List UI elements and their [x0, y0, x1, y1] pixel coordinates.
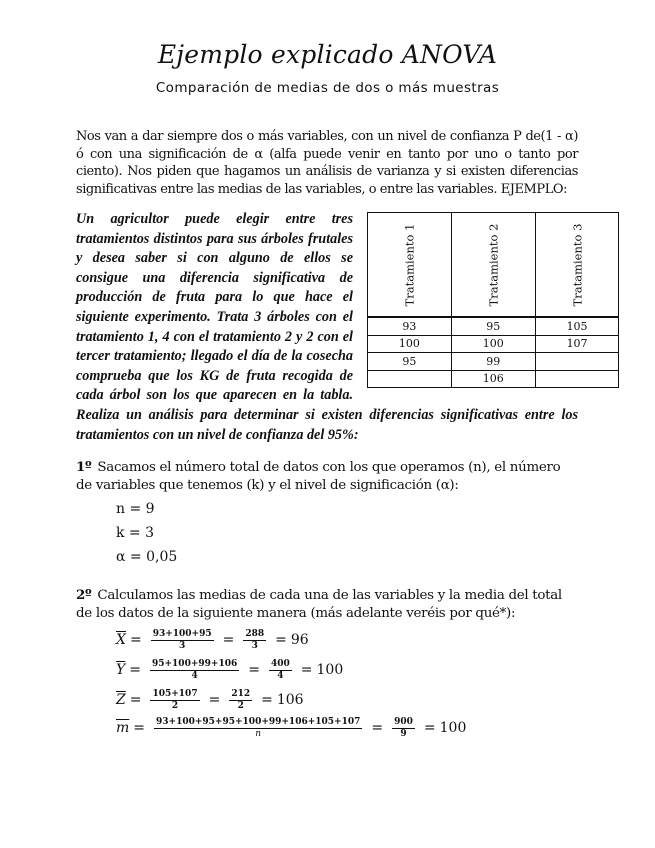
table-cell	[535, 353, 619, 371]
fraction-denominator: 4	[277, 670, 284, 681]
table-cell: 95	[451, 317, 535, 335]
fraction-numerator: 93+100+95+95+100+99+106+105+107	[156, 716, 361, 727]
table-header-cell: Tratamiento 3	[535, 213, 619, 318]
table-cell	[535, 370, 619, 388]
mean-x-symbol: $\overline{X}$	[116, 632, 126, 648]
fraction-numerator: 288	[245, 628, 265, 639]
table-cell: 107	[535, 335, 619, 353]
step-1-number: 1º	[76, 459, 92, 475]
fraction-denominator: 4	[191, 670, 198, 681]
fraction-numerator: 93+100+95	[152, 628, 212, 639]
table-row	[368, 335, 619, 353]
fraction-numerator: 105+107	[152, 688, 198, 699]
step-1-paragraph	[76, 458, 578, 495]
mean-z-result: 106	[276, 692, 304, 708]
mean-y-result: 100	[316, 662, 344, 678]
table-row	[368, 370, 619, 388]
equation-n: n = 9	[116, 501, 155, 517]
fraction-denominator: 2	[237, 700, 244, 711]
table-cell: 93	[368, 317, 452, 335]
mean-x-equation: $\overline{X}$ = $\frac{93+100+95}{3}$ = $\frac{288}{3}$ = 96	[116, 628, 309, 651]
step-2-paragraph	[76, 586, 578, 623]
step-2-number: 2º	[76, 587, 92, 603]
intro-paragraph: Nos van a dar siempre dos o más variables, con un nivel de confianza P de(1 - α) ó con una significación de α (alfa puede venir en tanto por uno o tanto por ciento). Nos piden que hagamos un análisis de varianza y si existen diferencias significativas entre las medias de las variables, o entre las variables. EJEMPLO:	[76, 129, 578, 197]
table-cell: 95	[368, 353, 452, 371]
mean-y-symbol: $\overline{Y}$	[116, 662, 126, 678]
mean-x-result: 96	[290, 632, 309, 648]
problem-text: Un agricultor puede elegir entre tres tratamientos distintos para sus árboles frutales y desea saber si con alguno de ellos se consigue una diferencia significativa de producción de fruta para lo que hace el siguiente experimento. Trata 3 árboles con el tratamiento 1, 4 con el tratamiento 2 y 2 con el tercer tratamiento; llegado el día de la cosecha comprueba que los KG de fruta recogida de cada árbol son los que aparecen en la tabla. Realiza un análisis para determinar si existen diferencias significativas entre los tratamientos con un nivel de confianza del 95%:	[76, 211, 578, 443]
fraction-numerator: 400	[270, 658, 290, 669]
data-table	[367, 212, 619, 388]
table-row	[368, 317, 619, 335]
step-1-text: Sacamos el número total de datos con los que operamos (n), el número de variables que tenemos (k) y el nivel de significación (α):	[76, 460, 561, 493]
fraction-denominator: n	[255, 728, 262, 739]
table-header-row	[368, 213, 619, 318]
table-cell: 105	[535, 317, 619, 335]
fraction-denominator: 3	[251, 640, 258, 651]
fraction-numerator: 900	[394, 716, 413, 727]
mean-z-equation: $\overline{Z}$ = $\frac{105+107}{2}$ = $\frac{212}{2}$ = 106	[116, 688, 304, 711]
page-title: Ejemplo explicado ANOVA	[157, 40, 498, 69]
fraction-denominator: 3	[179, 640, 186, 651]
mean-z-symbol: $\overline{Z}$	[116, 692, 126, 708]
fraction-denominator: 9	[400, 728, 407, 739]
table-cell: 99	[451, 353, 535, 371]
mean-total-symbol: $\overline{m}$	[116, 720, 130, 736]
page-subtitle: Comparación de medias de dos o más muestras	[155, 80, 500, 96]
table-header-cell: Tratamiento 2	[451, 213, 535, 318]
mean-total-result: 100	[439, 720, 467, 736]
table-row	[368, 353, 619, 371]
fraction-numerator: 212	[231, 688, 251, 699]
mean-y-equation: $\overline{Y}$ = $\frac{95+100+99+106}{4}$ = $\frac{400}{4}$ = 100	[116, 658, 344, 681]
fraction-denominator: 2	[171, 700, 179, 711]
table-cell	[368, 370, 452, 388]
table-cell: 100	[368, 335, 452, 353]
table-cell: 100	[451, 335, 535, 353]
fraction-numerator: 95+100+99+106	[151, 658, 238, 669]
equation-k: k = 3	[116, 525, 155, 541]
table-cell: 106	[451, 370, 535, 388]
step-2-text: Calculamos las medias de cada una de las variables y la media del total de los datos de la siguiente manera (más adelante veréis por qué*):	[76, 588, 562, 621]
mean-total-equation: $\overline{m}$ = $\frac{93+100+95+95+100+99+106+105+107}{n}$ = $\frac{900}{9}$ = 100	[116, 716, 467, 739]
equation-alpha: α = 0,05	[116, 549, 178, 565]
table-header-cell: Tratamiento 1	[368, 213, 452, 318]
